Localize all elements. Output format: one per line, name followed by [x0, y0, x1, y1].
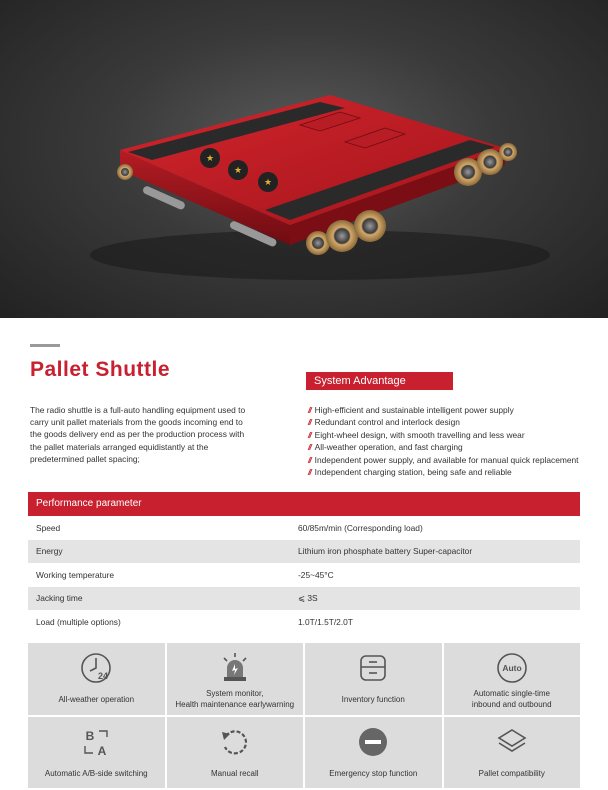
- feature-tile: [444, 643, 581, 715]
- feature-label: Pallet compatibility: [478, 768, 545, 778]
- product-hero-image: [0, 0, 608, 318]
- feature-label: Automatic single-time inbound and outbound: [471, 689, 552, 709]
- performance-table: [28, 516, 580, 634]
- slash-marker-icon: //: [308, 467, 311, 478]
- alarm-light-icon: [218, 651, 252, 685]
- performance-header: Performance parameter: [28, 492, 580, 516]
- svg-text:★: ★: [233, 165, 243, 175]
- param-value: -25~45°C: [298, 569, 334, 580]
- system-advantage-header: System Advantage: [306, 372, 453, 390]
- advantage-item: // High-efficient and sustainable intelligent power supply: [308, 405, 514, 415]
- advantage-item: // Independent power supply, and available for manual quick replacement: [308, 454, 579, 465]
- auto-icon: [495, 651, 529, 685]
- feature-label: Inventory function: [341, 695, 405, 704]
- param-label: Speed: [36, 522, 61, 533]
- advantage-item: // Independent charging station, being safe and reliable: [308, 467, 512, 478]
- table-row: [28, 563, 580, 587]
- param-label: Jacking time: [36, 593, 83, 604]
- param-label: Working temperature: [36, 569, 115, 580]
- svg-text:★: ★: [263, 177, 273, 187]
- advantage-item: // Redundant control and interlock design: [308, 417, 460, 428]
- param-value: 1.0T/1.5T/2.0T: [298, 616, 353, 627]
- param-value: ⩽ 3S: [298, 593, 318, 604]
- ab-switch-icon: [79, 725, 113, 759]
- slash-marker-icon: //: [308, 454, 311, 465]
- svg-text:24: 24: [98, 671, 109, 681]
- slash-marker-icon: //: [308, 442, 311, 453]
- svg-text:Auto: Auto: [502, 663, 522, 673]
- feature-tile: [305, 717, 442, 789]
- svg-text:B: B: [85, 728, 95, 743]
- slash-marker-icon: //: [308, 417, 311, 428]
- recall-icon: [218, 725, 252, 759]
- title-accent-bar: [30, 344, 60, 347]
- advantage-item: // Eight-wheel design, with smooth travelling and less wear: [308, 429, 525, 440]
- feature-tile: [167, 643, 304, 715]
- feature-label: Manual recall: [210, 768, 259, 778]
- feature-label: Emergency stop function: [329, 768, 418, 778]
- system-advantage-list: [308, 404, 578, 478]
- emergency-stop-icon: [356, 725, 390, 759]
- table-row: [28, 587, 580, 611]
- param-label: Load (multiple options): [36, 616, 121, 627]
- feature-label: All-weather operation: [58, 695, 135, 704]
- feature-tile: [28, 717, 165, 789]
- param-label: Energy: [36, 546, 63, 557]
- feature-tile: [167, 717, 304, 789]
- feature-tile: [28, 643, 165, 715]
- param-value: Lithium iron phosphate battery Super-capacitor: [298, 546, 473, 557]
- pallet-icon: [495, 725, 529, 759]
- svg-text:★: ★: [205, 153, 215, 163]
- slash-marker-icon: //: [308, 405, 311, 415]
- feature-grid: [28, 643, 580, 788]
- table-row: [28, 540, 580, 564]
- feature-tile: [444, 717, 581, 789]
- slash-marker-icon: //: [308, 429, 311, 440]
- param-value: 60/85m/min (Corresponding load): [298, 522, 423, 533]
- feature-tile: [305, 643, 442, 715]
- svg-text:A: A: [97, 743, 107, 758]
- pallet-shuttle-illustration: [0, 0, 608, 318]
- advantage-item: // All-weather operation, and fast charging: [308, 442, 463, 453]
- table-row: [28, 610, 580, 634]
- feature-label: System monitor, Health maintenance earlywarning: [175, 689, 295, 709]
- table-row: [28, 516, 580, 540]
- product-description: The radio shuttle is a full-auto handling equipment used to carry unit pallet materials from the goods incoming end to the goods delivery end as per the production process with the pallet materials arranged equidistantly at the predetermined pallet spacing;: [30, 405, 246, 464]
- feature-label: Automatic A/B-side switching: [44, 768, 148, 778]
- page-title: Pallet Shuttle: [30, 358, 171, 381]
- inventory-icon: [356, 651, 390, 685]
- clock-24-icon: [79, 651, 113, 685]
